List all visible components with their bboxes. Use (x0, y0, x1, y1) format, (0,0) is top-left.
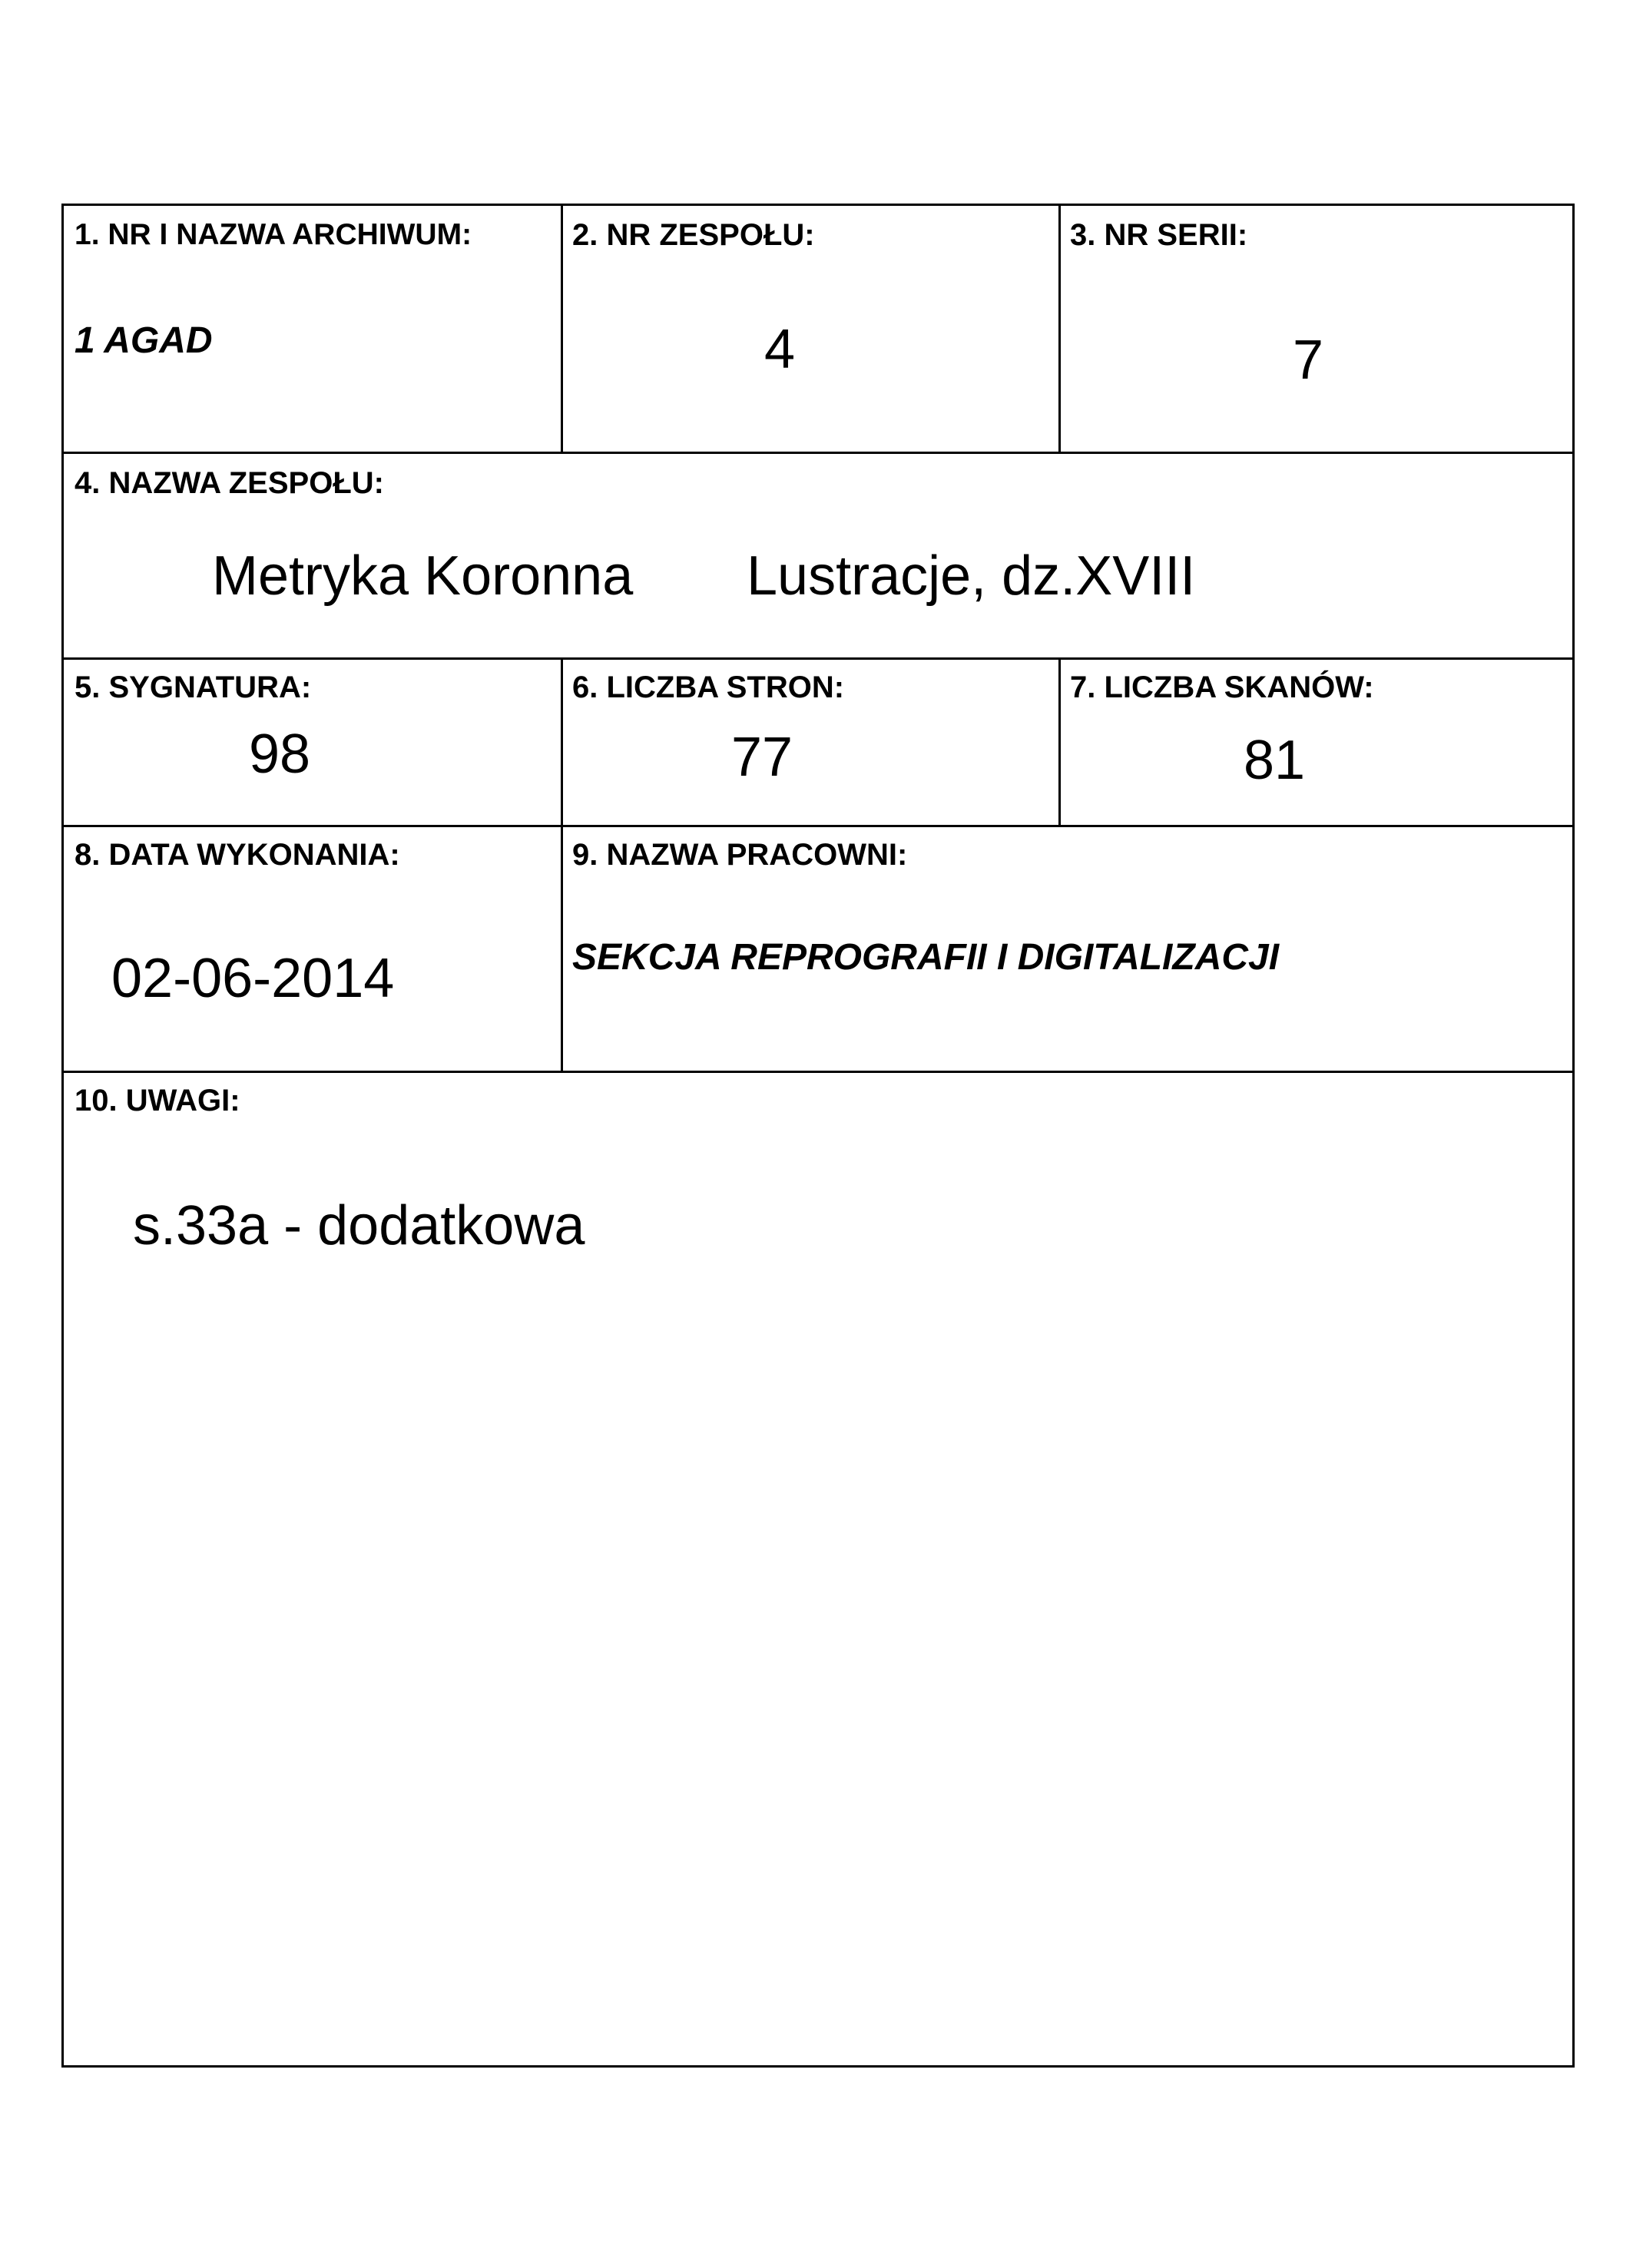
fonds-number-value: 4 (764, 319, 796, 380)
archive-label: 1. NR I NAZWA ARCHIWUM: (75, 218, 472, 251)
scan-metadata-card (61, 204, 1575, 2068)
workshop-cell (561, 825, 1572, 1071)
fonds-name-value-b: Lustracje, dz.XVIII (747, 545, 1196, 607)
fonds-name-label: 4. NAZWA ZESPOŁU: (75, 466, 384, 500)
series-number-label: 3. NR SERII: (1070, 218, 1248, 252)
scan-count-label: 7. LICZBA SKANÓW: (1070, 670, 1374, 704)
remarks-value: s.33a - dodatkowa (133, 1195, 585, 1257)
fonds-name-cell (64, 452, 1572, 657)
fonds-number-label: 2. NR ZESPOŁU: (572, 218, 815, 252)
remarks-cell (64, 1071, 1572, 2065)
date-value: 02-06-2014 (111, 948, 395, 1009)
scan-count-value: 81 (1244, 730, 1306, 791)
scan-count-cell (1058, 657, 1572, 825)
page-count-cell (561, 657, 1058, 825)
workshop-label: 9. NAZWA PRACOWNI: (572, 838, 908, 872)
page-count-label: 6. LICZBA STRON: (572, 670, 845, 704)
signature-label: 5. SYGNATURA: (75, 670, 312, 704)
signature-value: 98 (249, 723, 311, 785)
fonds-number-cell (561, 206, 1058, 452)
signature-cell (64, 657, 561, 825)
archive-cell (64, 206, 561, 452)
date-label: 8. DATA WYKONANIA: (75, 838, 400, 872)
remarks-label: 10. UWAGI: (75, 1084, 240, 1117)
archive-value: 1 AGAD (75, 320, 213, 361)
series-number-cell (1058, 206, 1572, 452)
workshop-value: SEKCJA REPROGRAFII I DIGITALIZACJI (572, 937, 1280, 978)
date-cell (64, 825, 561, 1071)
series-number-value: 7 (1293, 329, 1324, 391)
page-count-value: 77 (731, 727, 793, 788)
fonds-name-value-a: Metryka Koronna (212, 545, 634, 607)
